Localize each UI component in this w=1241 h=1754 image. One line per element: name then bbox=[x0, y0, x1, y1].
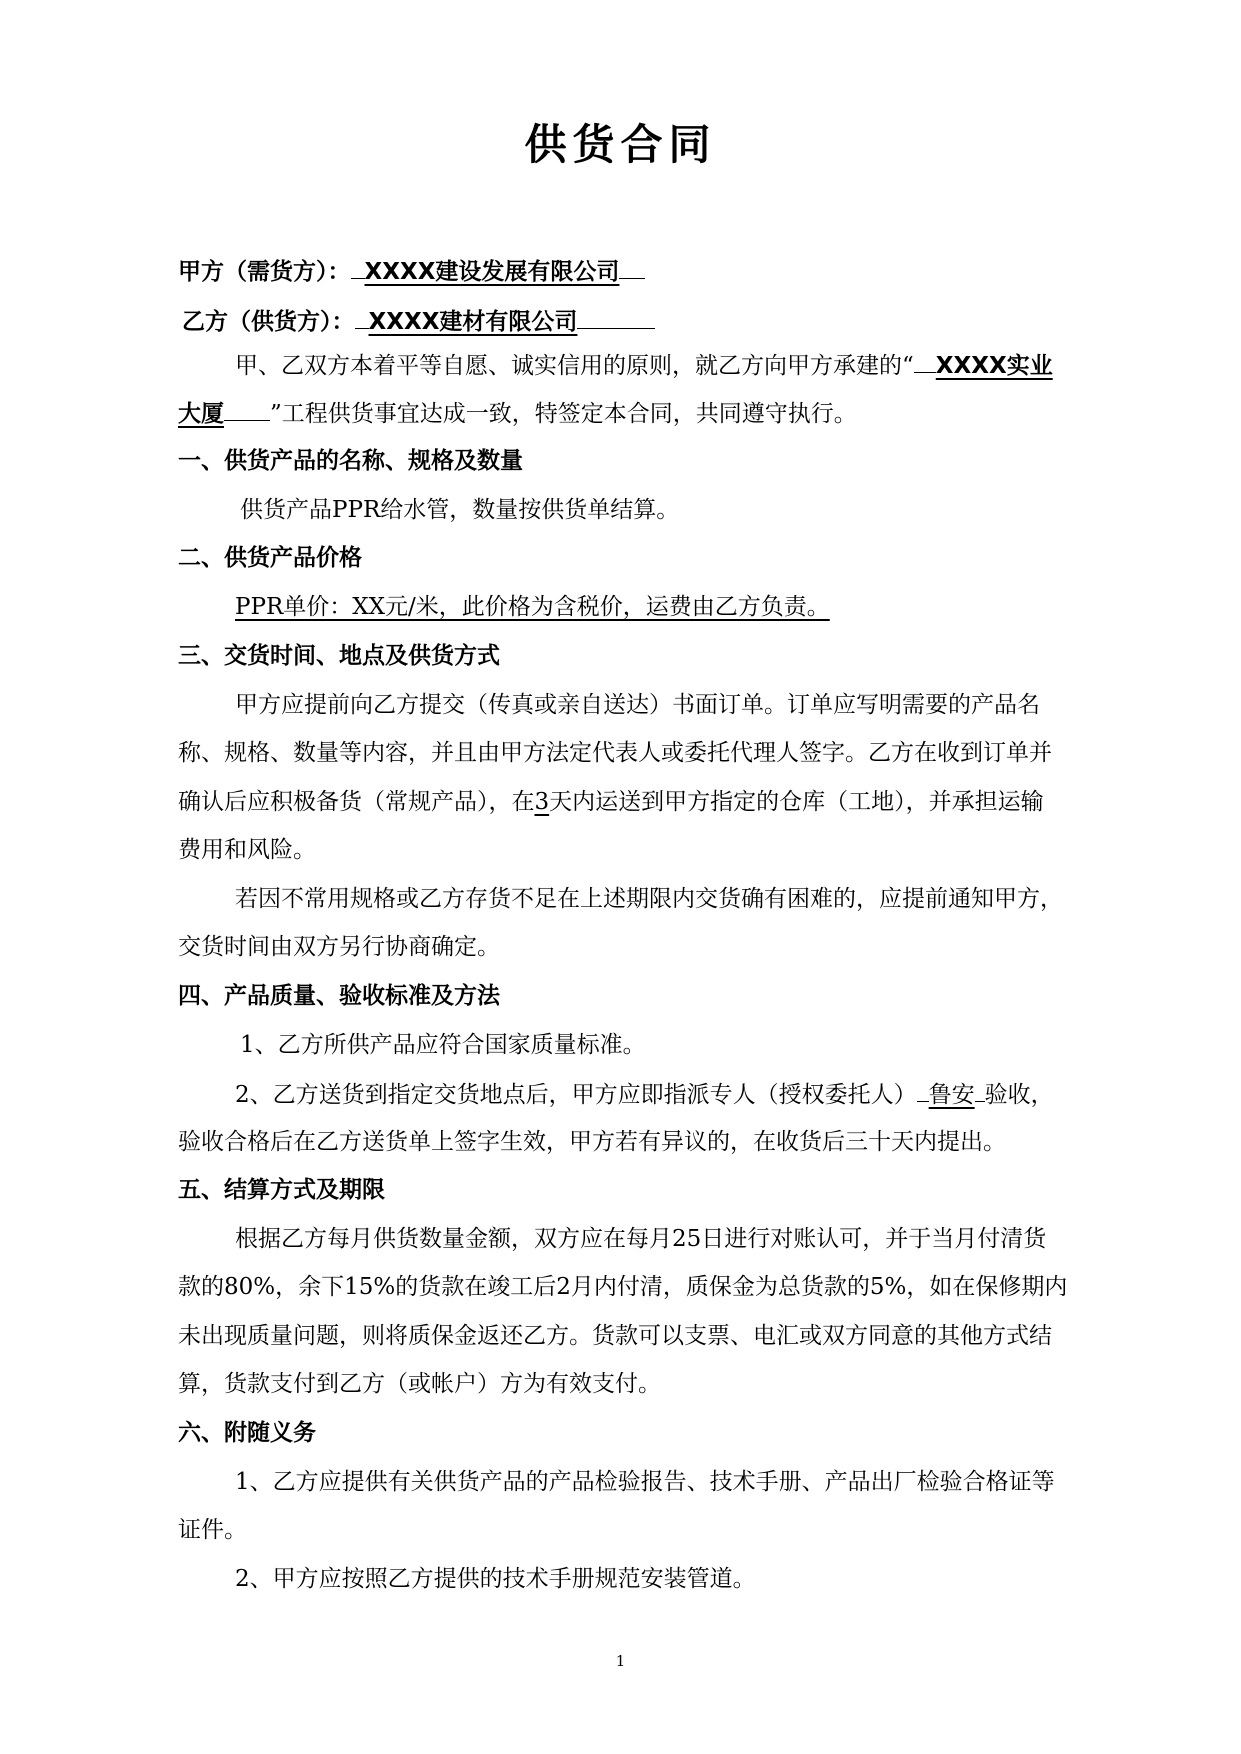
section-4-p1: 1、乙方所供产品应符合国家质量标准。 bbox=[240, 1032, 646, 1058]
party-a-blank-left bbox=[351, 250, 365, 279]
section-2-heading: 二、供货产品价格 bbox=[178, 545, 362, 571]
section-6-p2: 2、甲方应按照乙方提供的技术手册规范安装管道。 bbox=[235, 1566, 756, 1592]
section-1-p1: 供货产品PPR给水管，数量按供货单结算。 bbox=[240, 497, 680, 523]
section-3-p1-l2: 称、规格、数量等内容，并且由甲方法定代表人或委托代理人签字。乙方在收到订单并 bbox=[178, 740, 1052, 766]
page-number: 1 bbox=[615, 1652, 626, 1670]
inspector-blank bbox=[917, 1073, 929, 1102]
section-4-p2-l1 bbox=[235, 1073, 1113, 1115]
party-a-line bbox=[178, 250, 1113, 292]
inspector-blank-right bbox=[975, 1073, 985, 1102]
section-4-heading: 四、产品质量、验收标准及方法 bbox=[178, 983, 500, 1009]
project-blank bbox=[224, 392, 270, 421]
section-5-p1-l4: 算，货款支付到乙方（或帐户）方为有效支付。 bbox=[178, 1371, 661, 1397]
project-name: XXXX实业 bbox=[935, 353, 1053, 379]
intro-blank bbox=[914, 344, 936, 373]
section-4-p2-post: 验收， bbox=[984, 1082, 1054, 1108]
party-b-value: XXXX建材有限公司 bbox=[368, 309, 578, 335]
party-a-label: 甲方（需货方）： bbox=[178, 259, 351, 285]
section-3-p2-l1: 若因不常用规格或乙方存货不足在上述期限内交货确有困难的，应提前通知甲方， bbox=[235, 886, 1063, 912]
section-6-heading: 六、附随义务 bbox=[178, 1420, 316, 1446]
intro-line-2 bbox=[178, 392, 1113, 434]
section-5-heading: 五、结算方式及期限 bbox=[178, 1177, 385, 1203]
section-1-heading: 一、供货产品的名称、规格及数量 bbox=[178, 448, 523, 474]
party-b-blank-right bbox=[577, 300, 655, 329]
section-2-p1 bbox=[235, 587, 1113, 627]
section-5-p1-l3: 未出现质量问题，则将质保金返还乙方。货款可以支票、电汇或双方同意的其他方式结 bbox=[178, 1323, 1052, 1349]
section-6-p1-l2: 证件。 bbox=[178, 1517, 247, 1543]
party-b-line bbox=[182, 300, 1117, 342]
intro-line-1 bbox=[235, 344, 1113, 386]
section-4-p2-pre: 2、乙方送货到指定交货地点后，甲方应即指派专人（授权委托人） bbox=[235, 1082, 917, 1108]
inspector-name: 鲁安 bbox=[928, 1082, 975, 1108]
section-3-p1-l4: 费用和风险。 bbox=[178, 837, 316, 863]
section-3-p1-l3-post: 天内运送到甲方指定的仓库（工地），并承担运输 bbox=[549, 789, 1044, 815]
section-5-p1-l1: 根据乙方每月供货数量金额，双方应在每月25日进行对账认可，并于当月付清货 bbox=[235, 1226, 1047, 1252]
section-5-p1-l2: 款的80%，余下15%的货款在竣工后2月内付清，质保金为总货款的5%，如在保修期内 bbox=[178, 1274, 1068, 1300]
party-b-blank-left bbox=[355, 300, 369, 329]
document-title: 供货合同 bbox=[524, 120, 717, 169]
intro-post: ”工程供货事宜达成一致，特签定本合同，共同遵守执行。 bbox=[270, 401, 857, 427]
section-3-p1-l3 bbox=[178, 782, 1113, 822]
price-clause: PPR单价：XX元/米，此价格为含税价，运费由乙方负责。 bbox=[235, 594, 830, 620]
party-b-label: 乙方（供货方）： bbox=[182, 309, 355, 335]
section-6-p1-l1: 1、乙方应提供有关供货产品的产品检验报告、技术手册、产品出厂检验合格证等 bbox=[235, 1469, 1055, 1495]
section-3-heading: 三、交货时间、地点及供货方式 bbox=[178, 643, 500, 669]
intro-pre: 甲、乙双方本着平等自愿、诚实信用的原则，就乙方向甲方承建的“ bbox=[235, 353, 914, 379]
section-3-p2-l2: 交货时间由双方另行协商确定。 bbox=[178, 934, 500, 960]
section-3-p1-l1: 甲方应提前向乙方提交（传真或亲自送达）书面订单。订单应写明需要的产品名 bbox=[235, 692, 1040, 718]
project-name-cont: 大厦 bbox=[178, 401, 224, 427]
party-a-blank-right bbox=[619, 250, 645, 279]
party-a-value: XXXX建设发展有限公司 bbox=[364, 259, 620, 285]
delivery-days: 3 bbox=[534, 789, 550, 815]
section-3-p1-l3-pre: 确认后应积极备货（常规产品），在 bbox=[178, 789, 535, 815]
section-4-p2-l2: 验收合格后在乙方送货单上签字生效，甲方若有异议的，在收货后三十天内提出。 bbox=[178, 1129, 1006, 1155]
